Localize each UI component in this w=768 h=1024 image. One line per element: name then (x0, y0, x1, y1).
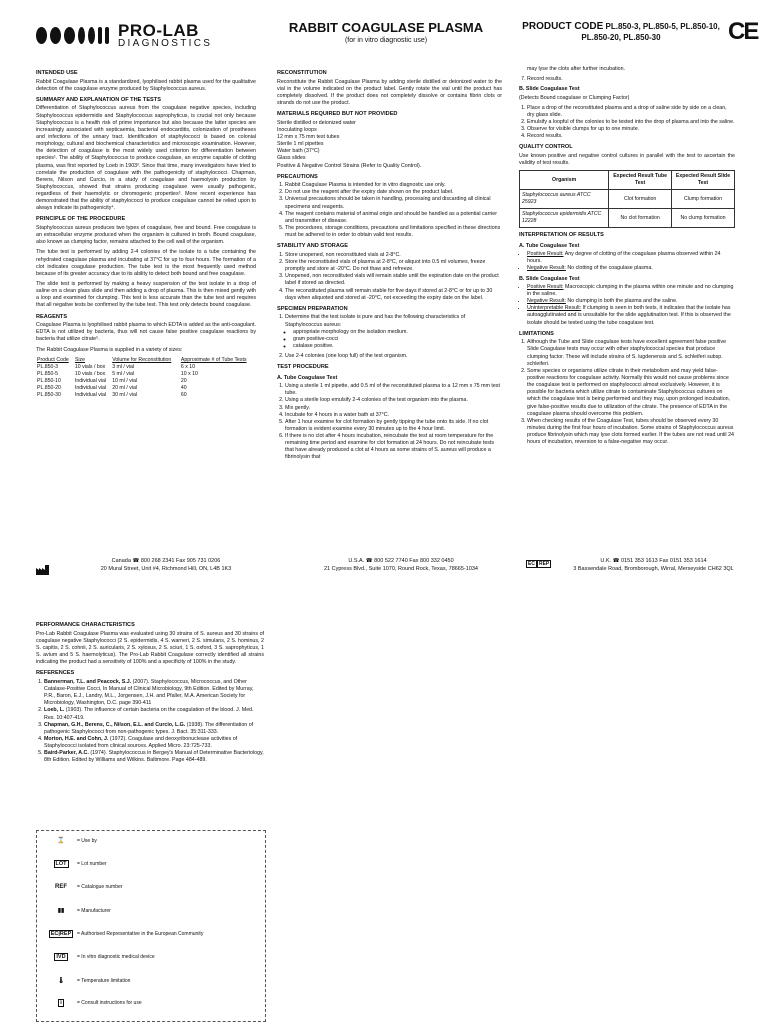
list-item: 1. Determine that the test isolate is pure and has the following characteristics of Staphylococcus aureus: ◦ appropriate morphology on the isolation medium. ◦ gram positive-cocci ◦ catalase positive. (285, 314, 502, 350)
table-row (36, 371, 256, 378)
list-item: 3. Universal precautions should be taken in handling, processing and discarding all clinical specimens and reagents. (285, 196, 502, 210)
list-item: 2. Emulsify a loopful of the colonies to be tested into the drop of plasma and into the saline. (527, 119, 735, 126)
list-item: Sterile distilled or deionized water (277, 119, 356, 126)
subsection-heading: A. Tube Coagulase Test (519, 242, 580, 249)
list-item: 1. Store unopened, non reconstituted vials at 2-8°C. (285, 252, 502, 259)
list-item: Water bath (37°C) (277, 148, 320, 155)
column-2 (277, 66, 502, 465)
list-item: ◦ appropriate morphology on the isolation medium. (293, 329, 502, 336)
list-item: 4. The reconstituted plasma will remain stable for five days if stored at 2-8°C or for up to 30 days when aliquoted and stored at -20°C, not exceeding the expiry date on the label. (285, 288, 502, 302)
interp-b-list (519, 284, 735, 327)
stability-list (277, 252, 502, 302)
reference-text: (1972). Coagulase and deoxyribonuclease activities of Staphylococci isolated from clinical sources. Applied Micro. 23:725-733. (44, 735, 238, 750)
list-item: 2. Use 2-4 colonies (one loop full) of the test organism. (285, 353, 502, 360)
section-heading: TEST PROCEDURE (277, 364, 329, 371)
ec-rep-icon: EC REP (528, 561, 550, 567)
table-cell: No clot formation (609, 209, 672, 228)
list-item: 4. Record results. (527, 133, 735, 140)
result-text: Any degree of clotting of the coagulase plasma observed within 24 hours. (527, 251, 721, 265)
list-item: Inoculating loops (277, 126, 317, 133)
list-item (527, 265, 735, 272)
table-header-cell: Expected Result Slide Test (671, 171, 734, 190)
legend-text: = Authorised Representative in the European Community (77, 931, 204, 937)
list-item: Glass slides (277, 155, 306, 162)
table-header-cell: Size (74, 356, 86, 363)
legend-symbol: i (60, 1000, 62, 1006)
legend-symbol: 🌡 (57, 978, 65, 984)
legend-row (49, 884, 122, 890)
result-text: If clumping is seen in both tests, it indicates that the isolate has autoagglutinated and is unsuitable for the slide agglutination test. If this is observed the isolate should be tested using the tube coagulase test. (527, 305, 731, 326)
interp-a-list (519, 251, 735, 272)
table-cell: 10 x 10 (180, 370, 198, 377)
table-header-cell: Approximate # of Tube Tests (180, 356, 247, 363)
paragraph: Pro-Lab Rabbit Coagulase Plasma was evaluated using 30 strains of S. aureus and 30 strains of coagulase negative Staphylococci (2 S. epidermidis, 4 S. warneri, 2 S. simulans, 2 S. hominus, 2 S. capitis, 2 S. cohnii, 2 S. auricularis, 2 S. xylosus, 2 S. sciuri, 1 S. oxford, 3 S. saprophyticus, 1 S. avium and 5 S. haemolyticus). The Pro-Lab Rabbit Coagulase correctly identified all strains indicating the product had a sensitivity of 100% and a specificity of 100% in the study. (36, 630, 264, 666)
reference-text: (1938). The differentiation of pathogenic Staphylococci from non-pathogenic types. J. Bact. 35:311-333. (44, 721, 254, 735)
list-item: 2. Some species or organisms utilize citrate in their metabolism and may yield false-positive reactions for coagulase activity. Normally this would not cause problems since the coagulase test is performed on staphylococci almost exclusively. However, it is possible for bacteria which utilize citrate to contaminate Staphylococcus cultures on which the coagulase test is being performed and they may, upon prolonged incubation, give false-positive results due to utilization of the citrate. The presence of EDTA in the coagulase plasma should overcome this problem. (527, 368, 735, 418)
paragraph: Reconstitute the Rabbit Coagulase Plasma by adding sterile distilled or deionized water to the vial in the volume indicated on the product label. Gently rotate the vial until the product has completely dissolved. If the product does not completely dissolve or contains fibrin clots or strands do not use the product. (277, 78, 502, 106)
paragraph: The Rabbit Coagulase Plasma is supplied in a variety of sizes: (36, 346, 183, 353)
legend-symbol-icon (49, 953, 73, 961)
back-page-column (36, 618, 264, 767)
legend-row (49, 860, 107, 868)
list-item (527, 284, 735, 298)
reference-item (44, 750, 264, 764)
list-item: 1. Place a drop of the reconstituted plasma and a drop of saline side by side on a clean, dry glass slide. (527, 105, 735, 119)
legend-text: = In vitro diagnostic medical device (77, 954, 155, 960)
product-codes-line-1: PL.850-3, PL.850-5, PL.850-10, (605, 22, 720, 31)
legend-text: = Consult instructions for use (77, 1000, 142, 1006)
list-item: 3. Observe for visible clumps for up to one minute. (527, 126, 735, 133)
table-cell: 10 ml / vial (112, 377, 137, 384)
list-item: 3. When checking results of the Coagulase Test, tubes should be observed every 30 minutes during the first four hours of incubation. Some strains of Staphylococcus aureus produce fibrinolysin which may lyse clots formed earlier. If the tubes are not read until 24 hours of incubation, reversion to a false-negative may occur. (527, 418, 735, 447)
table-row (36, 392, 256, 399)
list-item: 6. If there is no clot after 4 hours incubation, reincubate the test at room temperature for the remaining time period and examine for clot formation at 24 hours. Do not reincubate tests that have already produced a clot at 4 hours as some strains of S. aureus will produce a fibrinolysin that (285, 433, 502, 462)
table-cell: 60 (180, 391, 187, 398)
section-heading: SUMMARY AND EXPLANATION OF THE TESTS (36, 96, 161, 103)
reference-authors: Morton, H.E. and Cohn, J. (44, 735, 109, 742)
table-cell: 20 (180, 377, 187, 384)
section-heading: PERFORMANCE CHARACTERISTICS (36, 622, 135, 628)
paragraph: (Detects Bound coagulase or Clumping Factor) (519, 94, 630, 101)
legend-row (49, 907, 111, 914)
legend-text: = Catalogue number (77, 884, 123, 890)
paragraph: may lyse the clots after further incubation. (527, 66, 626, 72)
tube-steps-list (277, 383, 502, 462)
list-item: ◦ catalase positive. (293, 343, 502, 350)
list-item: 1. Using a sterile 1 ml pipette, add 0.5 ml of the reconstituted plasma to a 12 mm x 75 mm test tube. (285, 383, 502, 397)
legend-symbol: IVD (56, 954, 66, 960)
table-header-cell: Expected Result Tube Test (609, 171, 672, 190)
section-heading: QUALITY CONTROL (519, 144, 573, 151)
list-item: 1. Although the Tube and Slide coagulase tests have excellent agreement false positive Slide Coagulase tests may occur with other staphylococcal species that produce clumping factor. These will include strains of S. lugdenensis and S. schleiferi subsp. schleiferi. (527, 339, 735, 368)
table-cell: Individual vial (74, 377, 107, 384)
legend-symbol: EC|REP (50, 931, 72, 937)
section-heading: PRECAUTIONS (277, 173, 318, 180)
table-cell: Staphylococcus aureus ATCC 25923 (520, 190, 609, 209)
table-cell: 30 ml / vial (112, 391, 137, 398)
reference-text: (1974). Staphylococcus in Bergey's Manual of Determinative Bacteriology, 8th Edition. Edited by Williams and Wilkins. Baltimore. Page 484-489. (44, 750, 264, 764)
reference-item (44, 736, 264, 750)
prolab-logo (36, 22, 212, 49)
result-text: No clotting of the coagulase plasma. (567, 265, 653, 272)
result-text: Macroscopic clumping in the plasma within one minute and no clumping in the saline. (527, 283, 734, 298)
table-row (520, 171, 735, 190)
table-cell: 40 (180, 384, 187, 391)
footer-addresses (36, 557, 748, 581)
reference-authors: Bannerman, T.L. and Peacock, S.J. (44, 678, 132, 685)
legend-text: = Manufacturer (77, 907, 111, 914)
legend-symbol-icon (49, 999, 73, 1007)
reference-authors: Chapman, G.H., Berens, C., Nilson, E.L. and Curcio, L.G. (44, 721, 186, 728)
list-item: Positive & Negative Control Strains (Refer to Quality Control). (277, 162, 422, 169)
table-cell: 5 ml / vial (112, 370, 135, 377)
reference-authors: Loeb, L. (44, 707, 65, 714)
list-item: 4. The reagent contains material of animal origin and should be handled as a potential carrier and transmitter of disease. (285, 211, 502, 225)
result-label: Positive Result: (527, 251, 564, 258)
specimen-sublist (285, 329, 502, 350)
document-subtitle: (for in vitro diagnostic use) (344, 37, 428, 44)
list-item: 4. Incubate for 4 hours in a water bath at 37°C. (285, 412, 502, 419)
table-header-cell: Product Code (37, 356, 69, 363)
list-item: 2. Store the reconstituted vials of plasma at 2-8°C, or aliquot into 0.5 ml volumes, freeze promptly and store at -20°C. Do not thaw and refreeze. (285, 259, 502, 273)
legend-symbol-icon (49, 907, 73, 914)
list-item: 2. Using a sterile loop emulsify 2-4 colonies of the test organism into the plasma. (285, 397, 502, 404)
section-heading: SPECIMEN PREPARATION (277, 305, 348, 312)
materials-list (277, 120, 502, 170)
table-row (520, 209, 735, 228)
paragraph: Use known positive and negative control cultures in parallel with the test to ascertain the validity of test results. (519, 152, 735, 167)
legend-row (49, 977, 130, 984)
table-cell: No clump formation (671, 209, 734, 228)
header (36, 18, 758, 62)
table-row (36, 385, 256, 392)
list-item: 5. The procedures, storage conditions, precautions and limitations specified in these directions must be adhered to in order to obtain valid test results. (285, 225, 502, 239)
legend-symbol-icon (49, 930, 73, 938)
result-label: Positive Result: (527, 283, 564, 290)
column-3 (519, 66, 735, 449)
table-cell: Individual vial (74, 384, 107, 391)
paragraph: The slide test is performed by making a heavy suspension of the test isolate in a drop of saline on a clean glass slide and then adding a drop of plasma. This is then mixed gently with a loop and examined for clumping. This test is less accurate than the tube test and requires that all negative tests be confirmed by the tube test. This test only detects bound coagulase. (36, 281, 256, 309)
legend-row (49, 837, 97, 844)
references-list (36, 679, 264, 765)
table-header-cell: Organism (520, 171, 609, 190)
subsection-heading: B. Slide Coagulase Test (519, 275, 580, 282)
legend-symbol-icon (49, 977, 73, 984)
reference-authors: Baird-Parker, A.C. (44, 750, 89, 757)
result-label: Negative Result: (527, 298, 566, 305)
table-cell: Staphylococcus epidermidis ATCC 12228 (520, 209, 609, 228)
result-label: Uninterpretable Result: (527, 305, 582, 312)
legend-symbol: ▮▮ (57, 908, 65, 914)
list-item: 3. Unopened, non reconstituted vials will remain stable until the expiration date on the product label if stored as directed. (285, 273, 502, 287)
table-cell: PL.850-30 (37, 391, 61, 398)
section-heading: INTENDED USE (36, 70, 78, 76)
paragraph: The tube test is performed by adding 2-4 colonies of the isolate to a tube containing the rehydrated coagulase plasma and incubating at 37°C for up to four hours. The formation of a clot indicates coagulase production. The tube test is the most frequently used method because of its greater accuracy due to its ability to detect both bound and free coagulase. (36, 249, 256, 277)
paragraph: Rabbit Coagulase Plasma is a standardized, lyophilised rabbit plasma used for the qualitative detection of the coagulase enzyme produced by Staphylococcus aureus. (36, 78, 256, 92)
legend-symbol: ⌛ (57, 838, 65, 844)
brand-name: PRO-LAB (118, 21, 199, 40)
canada-address: Canada ☎ 800 268 2341 Fax 905 731 0206 20 Mural Street, Unit #4, Richmond Hill, ON, L4B 1K3 (100, 558, 232, 573)
legend-row (49, 953, 155, 961)
table-cell: 3 ml / vial (112, 363, 135, 370)
reference-item (44, 679, 264, 708)
table-header-cell: Volume for Reconstitution (112, 356, 172, 363)
result-label: Negative Result: (527, 265, 566, 272)
manufacturer-icon (36, 565, 49, 575)
section-heading: LIMITATIONS (519, 330, 554, 337)
result-text: No clumping in both the plasma and the saline. (567, 298, 678, 305)
section-heading: MATERIALS REQUIRED BUT NOT PROVIDED (277, 111, 398, 118)
document-title-block (281, 20, 491, 44)
legend-symbol-icon (49, 884, 73, 890)
subsection-heading: A. Tube Coagulase Test (277, 374, 338, 381)
list-item: Sterile 1 ml pipettes (277, 141, 324, 148)
usa-address: U.S.A. ☎ 800 522 7740 Fax 800 332 0450 21 Cypress Blvd., Suite 1070, Round Rock, Texas, 78665-1034 (324, 558, 478, 573)
list-item: 7. Record results. (527, 76, 735, 83)
sizes-table (36, 357, 256, 399)
list-item: 2. Do not use the reagent after the expiry date shown on the product label. (285, 189, 502, 196)
reference-text: (1903). The influence of certain bacteria on the coagulation of the blood. J. Med. Res. 10:407-419. (44, 707, 254, 721)
legend-symbol: REF (55, 884, 67, 890)
list-item: 3. Mix gently. (285, 405, 502, 412)
limitations-list (519, 339, 735, 446)
reference-text: (2007). Staphylococcus, Micrococcus, and Other Catalase-Positive Cocci, In Manual of Clinical Microbiology, 9th Edition. Edited by Murray, P.R., Baron, E.J., Landry, M.L., Jorgensen, J.H. and Pfaller, M.A. American Society for Microbiology, Washington, D.C. page 390-411 (44, 678, 254, 707)
quality-control-table (519, 170, 735, 228)
slide-steps-list (519, 105, 735, 141)
reference-item (44, 707, 264, 721)
product-code-block (516, 20, 726, 43)
reference-item (44, 722, 264, 736)
subsection-heading: B. Slide Coagulase Test (519, 86, 580, 93)
table-cell: PL.850-20 (37, 384, 61, 391)
paragraph: Coagulase Plasma is lyophilised rabbit plasma to which EDTA is added as the anti-coagulant. EDTA is not utilized by bacteria, thus will not cause false positive coagulase reactions by bacteria that utilize citrate⁵. (36, 322, 256, 343)
list-item: 12 mm x 75 mm test tubes (277, 133, 340, 140)
table-cell: 10 vials / box (74, 370, 106, 377)
uk-address: U.K. ☎ 0151 353 1613 Fax 0151 353 1614 3 Bassendale Road, Bromborough, Wirral, Merseyside CH62 3QL (573, 558, 734, 573)
table-cell: PL.850-10 (37, 377, 61, 384)
legend-text: = Lot number (77, 861, 107, 867)
section-heading: REAGENTS (36, 313, 68, 320)
symbol-legend (36, 830, 266, 1022)
paragraph: Staphylococcus aureus produces two types of coagulase, free and bound. Free coagulase is an extracellular enzyme produced when the organism is cultured in broth. Bound coagulase, also known as clumping factor, remains attached to the cell wall of the organism. (36, 225, 256, 246)
list-item (527, 305, 735, 326)
section-heading: INTERPRETATION OF RESULTS (519, 232, 604, 239)
section-heading: STABILITY AND STORAGE (277, 243, 348, 250)
table-row (36, 378, 256, 385)
list-item (527, 298, 735, 305)
list-item: 5. After 1 hour examine for clot formation by gently tipping the tube onto its side. If no clot formation is evident examine every 30 minutes up to the 4 hour limit. (285, 419, 502, 433)
table-cell: PL.850-3 (37, 363, 59, 370)
list-item (527, 251, 735, 265)
table-row (36, 364, 256, 371)
legend-row (49, 999, 142, 1007)
list-item: ◦ gram positive-cocci (293, 336, 502, 343)
legend-row (49, 930, 203, 938)
table-cell: Individual vial (74, 391, 107, 398)
table-cell: Clump formation (671, 190, 734, 209)
product-code-label: PRODUCT CODE (522, 21, 604, 32)
brand-sub: DIAGNOSTICS (118, 38, 213, 49)
section-heading: REFERENCES (36, 670, 75, 677)
table-row (520, 190, 735, 209)
table-cell: 6 x 10 (180, 363, 196, 370)
ce-mark: CE (728, 18, 758, 45)
document-title: RABBIT COAGULASE PLASMA (288, 20, 484, 35)
legend-text: = Use by (77, 837, 97, 844)
table-cell: 20 ml / vial (112, 384, 137, 391)
list-item: 1. Rabbit Coagulase Plasma is intended for in vitro diagnostic use only. (285, 182, 502, 189)
paragraph: Differentiation of Staphylococcus aureus from the coagulase negative species, including Staphylococcus epidermidis and Staphylococcus saprophyticus, is crucial not only because Staphylococcus is a health risk of prime importance but also because the latter species are increasingly associated with septicaemia, bacterial endocarditis, colonization of prostheses and infections of the urinary tract. Identification of staphylococci is based on colonial morphology, cultural and biochemical characteristics and microscopic examination. However, the detection of coagulase is the most widely used criterion for differentiation between species¹. The ability of Staphylococcus to produce coagulase, an enzyme capable of clotting plasma, was first reported by Loeb in 1903². Since that time, many investigators have tried to correlate the production of coagulase with the pathogenicity of staphylococci. Chapman, Berens, Nilson and Curcio, in a study of coagulase and haemolysin production by Staphylococcus, showed that strains producing coagulase were usually pathogenic, regardless of their haemolytic or chromogenic properties³. More recent experience has demonstrated that the ability of staphylococci to produce coagulase cannot be relied upon to always indicate its pathogenicity⁴. (36, 105, 256, 212)
section-heading: RECONSTITUTION (277, 70, 327, 76)
column-1 (36, 66, 256, 402)
legend-symbol-icon (49, 837, 73, 844)
legend-symbol-icon (49, 860, 73, 868)
table-cell: Clot formation (609, 190, 672, 209)
section-heading: PRINCIPLE OF THE PROCEDURE (36, 216, 126, 223)
legend-symbol: LOT (55, 861, 67, 867)
step-7-list (519, 76, 735, 83)
table-cell: 10 vials / box (74, 363, 106, 370)
product-codes-line-2: PL.850-20, PL.850-30 (581, 33, 661, 42)
table-cell: PL.850-5 (37, 370, 59, 377)
precautions-list (277, 182, 502, 239)
legend-text: = Temperature limitation (77, 977, 131, 984)
specimen-list (277, 314, 502, 360)
